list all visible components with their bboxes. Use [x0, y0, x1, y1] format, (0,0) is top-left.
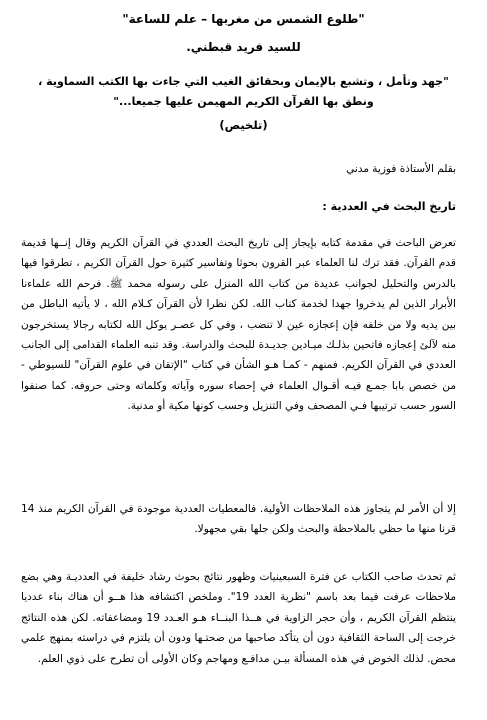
paragraph [21, 233, 456, 417]
author-line: للسيد فريد قبطني. [186, 40, 301, 54]
section-heading: تاريخ البحث في العددية : [322, 200, 456, 213]
paragraph-text: ثم تحدث صاحب الكتاب عن فترة السبعينيات وظهور نتائج بحوث رشاد خليفة في العدديـة وهي بضع ملاحظات عرفت فيما بعد باسم "نظرية العدد 19". وملخص اكتشافه هذا هــو أن هناك بناء عدديا ينتظم القرآن الكريم ، وأن حجر الزاوية في هــذا البنــاء هـو العـدد 19 ومضاعفاته. لكن هذه النتائج خرجت إلى الساحة الثقافية دون أن يتأكد صاحبها من صحتـها ودون أن يلتزم في دراسته بمنهج علمي محض. لذلك الخوض في هذه المسألة بيـن مدافـع ومهاجم وكان الأولى أن تطرح على ذوي العلم. [21, 571, 456, 665]
document-title: "طلوع الشمس من مغربها – علم للساعة" [122, 12, 365, 26]
abridged-label: (تلخيص) [219, 118, 268, 132]
byline: بقلم الأستاذة فوزية مدني [346, 163, 456, 175]
paragraph [21, 499, 456, 540]
paragraph-text: إلا أن الأمر لم يتجاوز هذه الملاحظات الأولية. فالمعطيات العددية موجودة في القرآن الكريم منذ 14 قرنا منها ما حظي بالملاحظة والبحث ولكن جلها بقي مجهولا. [21, 503, 456, 536]
paragraph-text: تعرض الباحث في مقدمة كتابه بإيجاز إلى تاريخ البحث العددي في القرآن الكريم وقال إنــها قديمة قدم القرآن. فقد ترك لنا العلماء عبر القرون بحوثا وتفاسير كثيرة حول القرآن الكريم ، تطرقوا فيها بالدرس والتحليل لجوانب عديدة من كتاب الله المنزل على رسوله محمد ﷺ. فرحم الله علماءنا الأبرار الذين لم يدخروا جهدا لخدمة كتاب الله. لكن نظرا لأن القرآن كـلام الله ، لا يأتيه الباطل من بين يديه ولا من خلفه فإن إعجازه عين لا تنضب ، وفي كل عصـر يوكل الله لكتابه رجالا يستخرجون منه لآلئ إعجازه فاتحين بذلـك ميـادين جديـدة للبحث والدراسة. وقد تنبه العلماء القدامى إلى الجانب العددي في القرآن الكريم. فمنهم - كمـا هـو الشأن في كتاب "الإتقان في علوم القرآن" للسيوطي - من خصص بابا جمـع فيـه أقـوال العلماء في إحصاء سوره وآياته وكلماته وحتى حروفه. كما صنفوا السور حسب ترتيبها فـي المصحف وفي التنزيل وحسب كونها مكية أو مدنية. [21, 237, 456, 413]
paragraph [21, 567, 456, 669]
document-subtitle: "جهد وتأمل ، وتشبع بالإيمان وبحقائق الغيب التي جاءت بها الكتب السماوية ، ونطق بها القرآن الكريم المهيمن عليها جميعا..." [38, 75, 449, 108]
